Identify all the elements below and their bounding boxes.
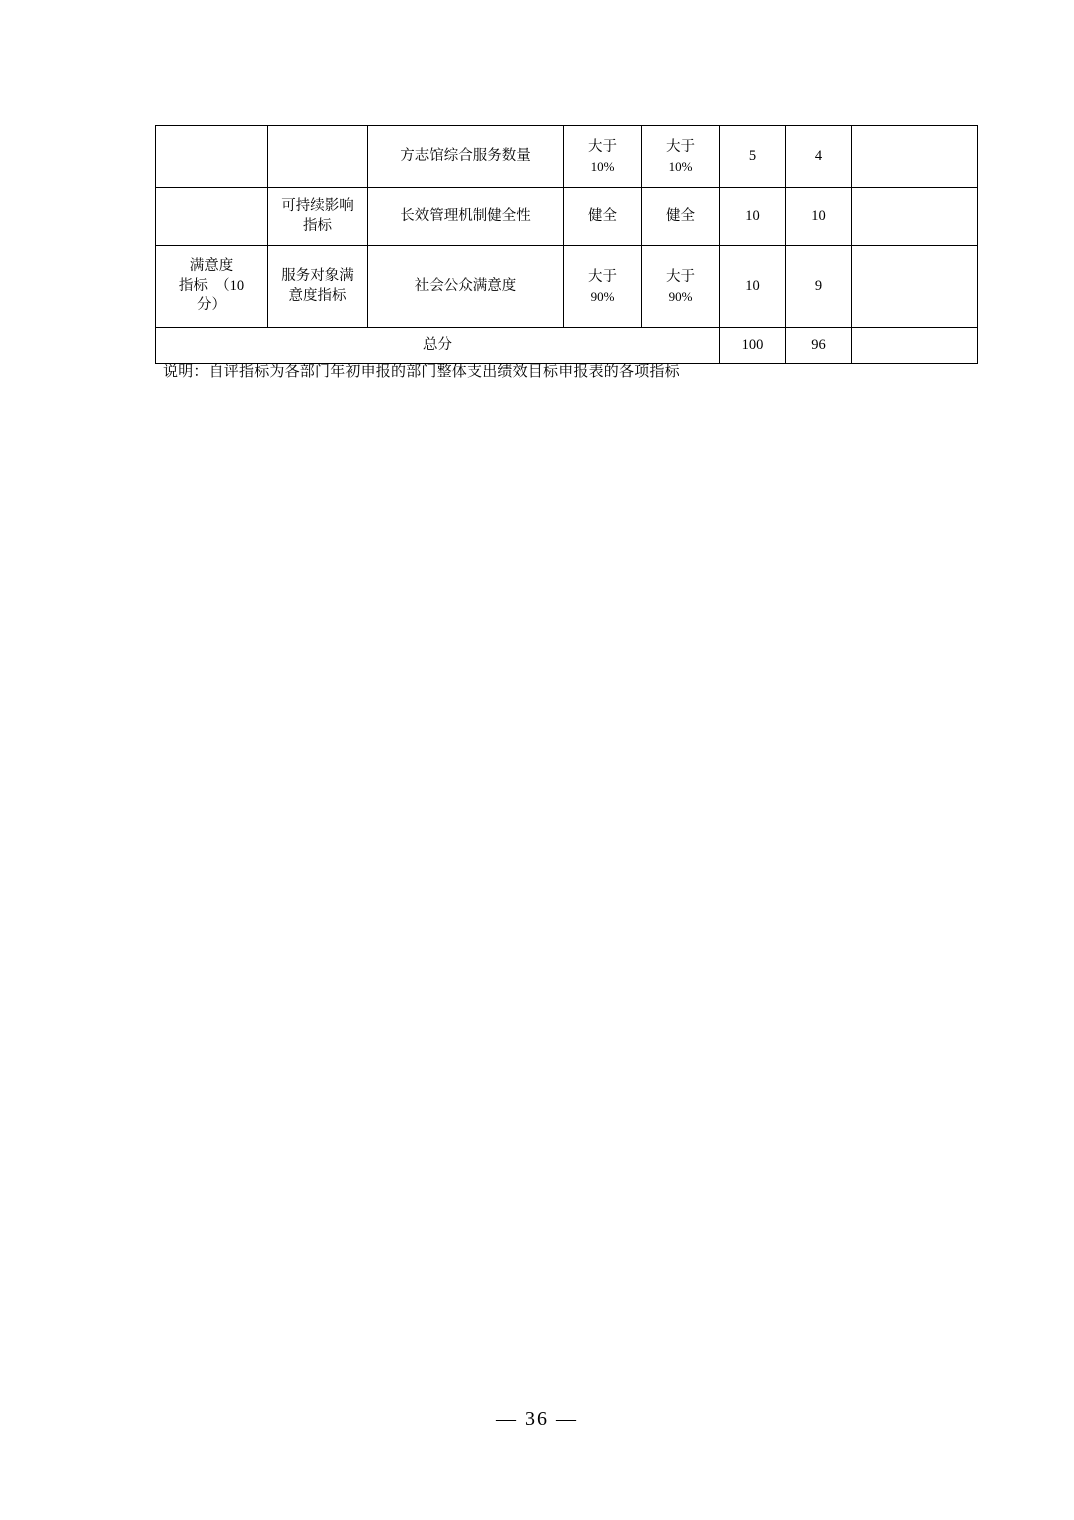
cell-total-label: 总分 xyxy=(156,328,720,364)
cell-indicator-name: 社会公众满意度 xyxy=(368,246,564,328)
performance-indicator-table xyxy=(155,125,978,364)
page-number: — 36 — xyxy=(496,1408,578,1430)
cell-self-score: 4 xyxy=(786,126,852,188)
cell-actual-value xyxy=(642,126,720,188)
actual-value-line2: 90% xyxy=(668,288,693,304)
actual-value-line2: 10% xyxy=(668,158,693,174)
cell-total-full-score: 100 xyxy=(720,328,786,364)
cell-total-self-score: 96 xyxy=(786,328,852,364)
table-row xyxy=(156,188,978,246)
target-value-line1: 大于 xyxy=(588,138,617,155)
target-value-line2: 90% xyxy=(590,288,615,304)
cell-self-score: 9 xyxy=(786,246,852,328)
cell-actual-value: 健全 xyxy=(642,188,720,246)
table-row-total xyxy=(156,328,978,364)
cell-remark xyxy=(852,246,978,328)
actual-value-line1: 大于 xyxy=(666,138,695,155)
cell-full-score: 5 xyxy=(720,126,786,188)
table-row xyxy=(156,126,978,188)
cell-remark xyxy=(852,188,978,246)
target-value-line1: 大于 xyxy=(588,268,617,285)
subcategory-line1: 可持续影响 xyxy=(281,197,354,214)
cell-total-remark xyxy=(852,328,978,364)
cell-full-score: 10 xyxy=(720,188,786,246)
cell-target-value: 健全 xyxy=(564,188,642,246)
subcategory-line2: 意度指标 xyxy=(288,287,347,304)
cell-self-score: 10 xyxy=(786,188,852,246)
cell-category-empty xyxy=(156,188,268,246)
performance-table-wrapper xyxy=(155,125,977,364)
target-value-line2: 10% xyxy=(590,158,615,174)
cell-remark xyxy=(852,126,978,188)
cell-subcategory xyxy=(268,246,368,328)
table-note: 说明：自评指标为各部门年初申报的部门整体支出绩效目标申报表的各项指标 xyxy=(163,364,680,380)
subcategory-line1: 服务对象满 xyxy=(281,267,354,284)
category-line3: 分） xyxy=(197,297,226,314)
cell-category-empty xyxy=(156,126,268,188)
cell-indicator-name: 长效管理机制健全性 xyxy=(368,188,564,246)
actual-value-line1: 大于 xyxy=(666,268,695,285)
category-line2: 指标 （10 xyxy=(178,277,245,294)
cell-full-score: 10 xyxy=(720,246,786,328)
table-row xyxy=(156,246,978,328)
category-line1: 满意度 xyxy=(189,258,234,275)
subcategory-line2: 指标 xyxy=(303,217,332,234)
cell-category xyxy=(156,246,268,328)
cell-target-value xyxy=(564,126,642,188)
cell-subcategory-empty xyxy=(268,126,368,188)
cell-target-value xyxy=(564,246,642,328)
cell-subcategory xyxy=(268,188,368,246)
cell-indicator-name: 方志馆综合服务数量 xyxy=(368,126,564,188)
cell-actual-value xyxy=(642,246,720,328)
